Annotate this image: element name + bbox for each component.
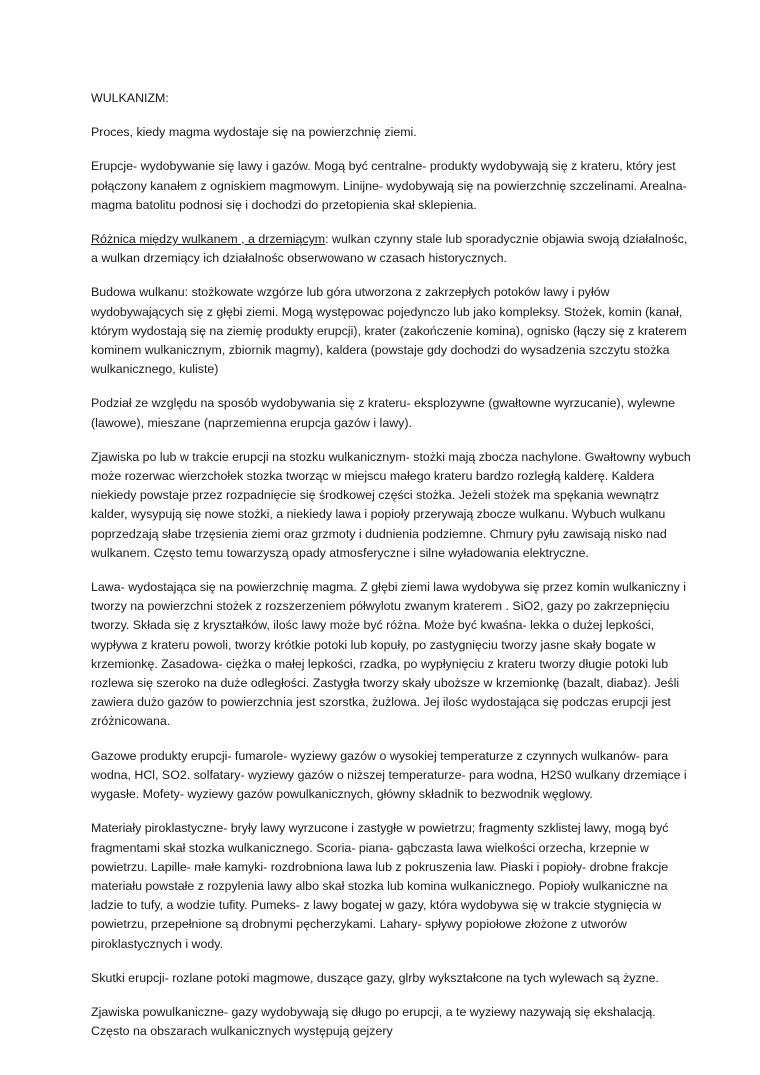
paragraph-effects: Skutki erupcji- rozlane potoki magmowe, duszące gazy, glrby wykształcone na tych wylewach są żyzne. — [91, 970, 659, 985]
difference-text: : wulkan czynny stale lub sporadycznie objawia swoją działalnośc, a wulkan drzemiący ich działalnośc obserwowano w czasach historycznych. — [91, 232, 688, 266]
paragraph-pyroclastic: Materiały piroklastyczne- bryły lawy wyrzucone i zastygłe w powietrzu; fragmenty szklistej lawy, mogą być fragmentami skał stozka wulkanicznego. Scoria- piana- gąbczasta lawa wielkości orzecha, krzepnie w powietrzu. Lapille- małe kamyki- rozdrobniona lawa lub z pokruszenia law. Piaski i popioły- drobne frakcje materiału powstałe z rozpylenia lawy albo skał stozka lub komina wulkanicznego. Popioły wulkaniczne na ladzie to tufy, a wodzie tufity. Pumeks- z lawy bogatej w gazy, która wydobywa się w trakcie stygnięcia w powietrzu, przepełnione są drobnymi pęcherzykami. Lahary- spływy popiołowe złożone z utworów piroklastycznych i wody. — [91, 821, 669, 951]
paragraph-difference — [91, 230, 691, 268]
paragraph-phenomena: Zjawiska po lub w trakcie erupcji na stozku wulkanicznym- stożki mają zbocza nachylone. Gwałtowny wybuch może rozerwac wierzchołek stozka tworząc w miejscu małego krateru bardzo rozległą kalderę. Kaldera niekiedy powstaje przez rozpadnięcie się środkowej części stożka. Jeżeli stożek ma spękania wewnątrz kalder, wysypują się nowe stożki, a niekiedy lawa i popioły przerywają zbocze wulkanu. Wybuch wulkanu poprzedzają słabe trzęsienia ziemi oraz grzmoty i dudnienia podziemne. Chmury pyłu zawisają nisko nad wulkanem. Często temu towarzyszą opady atmosferyczne i silne wyładowania elektryczne. — [91, 449, 691, 560]
paragraph-division: Podział ze względu na sposób wydobywania się z krateru- eksplozywne (gwałtowne wyrzucanie), wylewne (lawowe), mieszane (naprzemienna erupcja gazów i lawy). — [91, 396, 676, 430]
paragraph-structure: Budowa wulkanu: stożkowate wzgórze lub góra utworzona z zakrzepłych potoków lawy i pyłów wydobywających się z głębi ziemi. Mogą występowac pojedynczo lub jako kompleksy. Stożek, komin (kanał, którym wydostają się na ziemię produkty erupcji), krater (zakończenie komina), ognisko (łączy się z kraterem kominem wulkanicznym, zbiornik magmy), kaldera (powstaje gdy dochodzi do wysadzenia szczytu stożka wulkanicznego, kuliste) — [91, 285, 687, 377]
paragraph-post-volcanic: Zjawiska powulkaniczne- gazy wydobywają się długo po erupcji, a te wyziewy nazywają się ekshalacją. Często na obszarach wulkanicznych występują gejzery — [91, 1004, 656, 1039]
paragraph-lava: Lawa- wydostająca się na powierzchnię magma. Z głębi ziemi lawa wydobywa się przez komin wulkaniczny i tworzy na powierzchni stożek z rozszerzeniem półwylotu zwanym kraterem . SiO2, gazy po zakrzepnięciu tworzy. Składa się z kryształków, ilośc lawy może być różna. Może być kwaśna- lekka o dużej lepkości, wypływa z krateru powoli, tworzy krótkie potoki lub kopuły, po zastygnięciu tworzy jasne skały bogate w krzemionkę. Zasadowa- ciężka o małej lepkości, rzadka, po wypłynięciu z krateru tworzy długie potoki lub rozlewa się szeroko na duże odległości. Zastygła tworzy skały uboższe w krzemionkę (bazalt, diabaz). Jeśli zawiera dużo gazów to powierzchnia jest szorstka, żużlowa. Jej ilośc wydostająca się podczas erupcji jest zróżnicowana. — [91, 580, 687, 729]
paragraph-intro: Proces, kiedy magma wydostaje się na powierzchnię ziemi. — [91, 125, 417, 140]
paragraph-eruption: Erupcje- wydobywanie się lawy i gazów. Mogą być centralne- produkty wydobywają się z krateru, który jest połączony kanałem z ogniskiem magmowym. Linijne- wydobywają się na powierzchnię szczelinami. Arealna- magma batolitu podnosi się i dochodzi do przetopienia skał sklepienia. — [91, 159, 687, 212]
difference-heading: Różnica między wulkanem , a drzemiącym — [91, 232, 326, 247]
document-title: WULKANIZM: — [91, 91, 169, 105]
document-body — [91, 89, 691, 1056]
paragraph-gases: Gazowe produkty erupcji- fumarole- wyziewy gazów o wysokiej temperaturze z czynnych wulkanów- para wodna, HCl, SO2. solfatary- wyziewy gazów o niższej temperaturze- para wodna, H2S0 wulkany drzemiące i wygasłe. Mofety- wyziewy gazów powulkanicznych, główny składnik to bezwodnik węglowy. — [91, 748, 687, 802]
